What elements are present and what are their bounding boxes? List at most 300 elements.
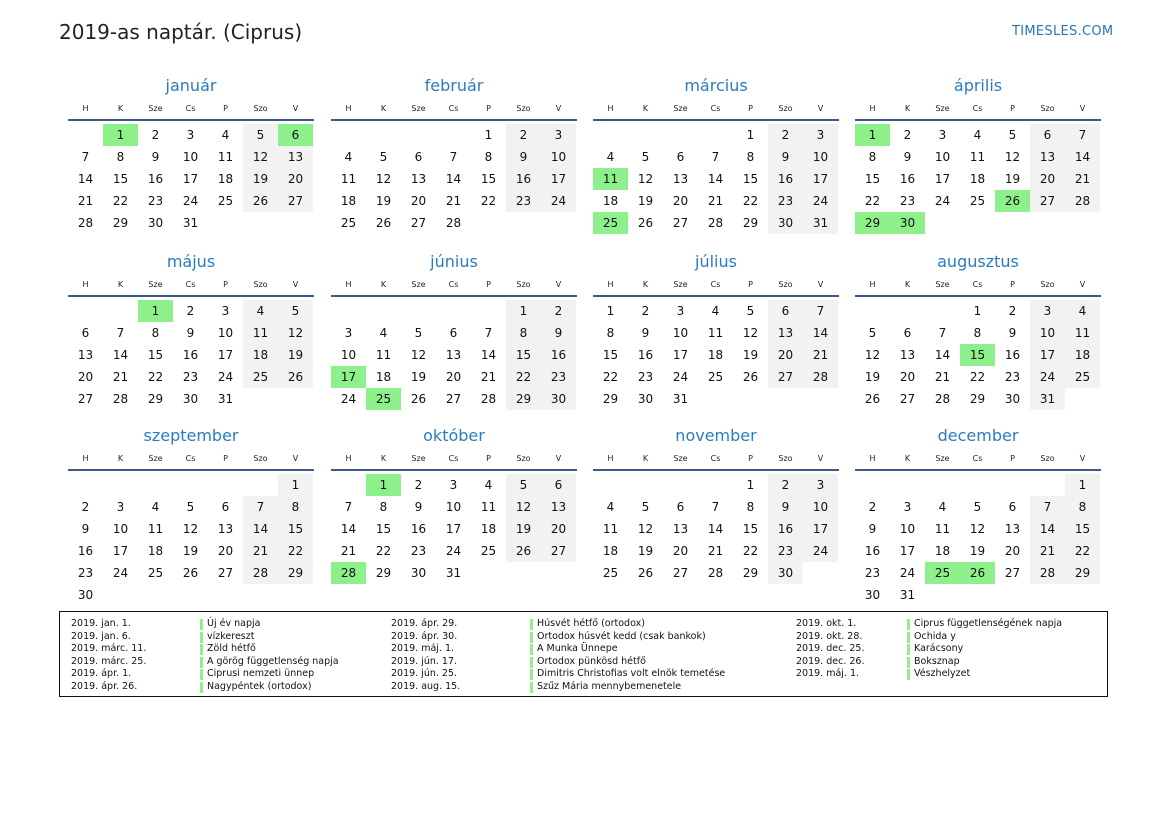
day-cell: 17 [812,522,829,536]
day-cell: 5 [746,304,755,318]
day-cell: 21 [1039,544,1056,558]
day-cell: 1 [484,128,493,142]
day-cell: 23 [77,566,94,580]
holiday-color-marker [907,619,910,630]
day-cell: 12 [252,150,269,164]
day-cell: 13 [777,326,794,340]
weekday-label: K [642,104,649,113]
weekday-label: Sze [148,280,163,289]
weekday-label: Cs [185,104,196,113]
day-cell: 31 [672,392,689,406]
weekday-label: P [1010,280,1015,289]
day-cell: 23 [550,370,567,384]
day-cell: 2 [81,500,90,514]
day-cell: 24 [445,544,462,558]
day-cell: 8 [868,150,877,164]
day-cell: 26 [742,370,759,384]
day-cell: 28 [1039,566,1056,580]
header-divider [68,295,314,297]
day-cell: 9 [554,326,563,340]
day-cell: 9 [151,150,160,164]
day-cell: 8 [116,150,125,164]
day-cell: 8 [151,326,160,340]
day-cell: 10 [812,150,829,164]
day-cell: 18 [602,194,619,208]
holiday-name: Karácsony [914,643,964,654]
day-cell: 18 [147,544,164,558]
page-title: 2019-as naptár. (Ciprus) [59,20,303,44]
day-cell: 15 [375,522,392,536]
weekday-label: Cs [448,104,459,113]
day-cell: 15 [742,172,759,186]
day-cell: 29 [602,392,619,406]
weekday-label: V [1079,454,1086,463]
day-cell: 9 [414,500,423,514]
day-cell: 3 [938,128,947,142]
day-cell: 28 [707,216,724,230]
day-cell: 3 [221,304,230,318]
day-cell: 1 [606,304,615,318]
day-cell: 19 [515,522,532,536]
day-cell: 4 [1078,304,1087,318]
holiday-color-marker [530,632,533,643]
header-divider [331,469,577,471]
holiday-name: Ochida y [914,630,956,642]
day-cell: 8 [746,150,755,164]
weekday-label: K [380,280,387,289]
day-cell: 8 [379,500,388,514]
header-divider [593,119,839,121]
holiday-date: 2019. ápr. 1. [71,668,132,679]
weekday-label: P [748,104,753,113]
day-cell: 1 [291,478,300,492]
holiday-name: Zöld hétfő [207,643,256,654]
day-cell: 14 [1074,150,1091,164]
day-cell: 20 [287,172,304,186]
day-cell: 17 [182,172,199,186]
day-cell: 10 [550,150,567,164]
month-calendar [593,76,839,234]
day-cell: 16 [864,544,881,558]
holiday-day-cell: 17 [331,366,366,388]
day-cell: 10 [182,150,199,164]
day-cell: 31 [812,216,829,230]
holiday-date: 2019. máj. 1. [391,643,455,654]
weekday-label: V [555,104,562,113]
weekday-label: Szo [778,280,793,289]
holiday-date: 2019. jan. 6. [71,630,131,642]
weekday-header [855,104,1101,118]
day-cell: 4 [938,500,947,514]
holiday-day-cell: 1 [855,124,890,146]
day-cell: 21 [1074,172,1091,186]
day-cell: 16 [637,348,654,362]
day-cell: 16 [182,348,199,362]
day-cell: 28 [934,392,951,406]
day-cell: 25 [707,370,724,384]
day-cell: 28 [112,392,129,406]
day-cell: 20 [217,544,234,558]
day-cell: 26 [182,566,199,580]
day-cell: 20 [1004,544,1021,558]
header-divider [68,469,314,471]
holiday-name: Szűz Mária mennybemenetele [537,680,682,692]
day-cell: 5 [256,128,265,142]
day-cell: 28 [77,216,94,230]
day-cell: 2 [151,128,160,142]
day-cell: 9 [81,522,90,536]
day-cell: 5 [973,500,982,514]
day-cell: 5 [641,500,650,514]
holiday-day-cell: 26 [960,562,995,584]
month-calendar [855,426,1101,606]
day-cell: 2 [186,304,195,318]
day-cell: 23 [637,370,654,384]
month-name: július [695,252,737,271]
day-cell: 20 [445,370,462,384]
holiday-name: Ciprus függetlenségének napja [914,618,1063,629]
day-cell: 20 [550,522,567,536]
weekday-label: Cs [972,104,983,113]
day-cell: 12 [742,326,759,340]
day-cell: 11 [480,500,497,514]
weekday-label: P [748,454,753,463]
weekday-label: Sze [673,454,688,463]
day-cell: 26 [637,566,654,580]
month-calendar [331,76,577,234]
day-cell: 19 [252,172,269,186]
holiday-name: Új év napja [207,618,261,629]
day-cell: 21 [252,544,269,558]
day-cell: 26 [864,392,881,406]
holiday-day-cell: 25 [925,562,960,584]
day-cell: 5 [291,304,300,318]
day-cell: 6 [1008,500,1017,514]
holiday-day-cell: 1 [103,124,138,146]
day-cell: 7 [1078,128,1087,142]
day-cell: 16 [77,544,94,558]
day-cell: 23 [777,544,794,558]
month-name: augusztus [937,252,1019,271]
day-cell: 16 [550,348,567,362]
day-cell: 24 [340,392,357,406]
month-name: május [166,252,216,271]
day-cell: 15 [112,172,129,186]
day-cell: 29 [147,392,164,406]
day-cell: 8 [519,326,528,340]
weekday-label: H [869,280,876,289]
day-cell: 7 [449,150,458,164]
day-cell: 14 [812,326,829,340]
day-cell: 21 [707,544,724,558]
weekday-label: V [292,104,299,113]
weekday-label: H [82,104,89,113]
weekday-label: K [380,104,387,113]
day-cell: 19 [182,544,199,558]
day-cell: 25 [147,566,164,580]
weekday-label: P [486,280,491,289]
site-name-link[interactable]: TIMESLES.COM [1012,24,1114,39]
day-cell: 29 [287,566,304,580]
day-cell: 27 [287,194,304,208]
day-cell: 21 [112,370,129,384]
day-cell: 27 [672,566,689,580]
weekday-label: P [223,280,228,289]
holiday-date: 2019. márc. 11. [71,643,147,654]
weekday-header [855,454,1101,468]
holiday-name: Ortodox húsvét kedd (csak bankok) [537,630,706,642]
day-cell: 18 [340,194,357,208]
day-cell: 11 [340,172,357,186]
weekday-label: P [223,454,228,463]
day-cell: 2 [781,128,790,142]
day-cell: 16 [147,172,164,186]
day-cell: 13 [287,150,304,164]
day-cell: 23 [864,566,881,580]
day-cell: 21 [445,194,462,208]
day-cell: 24 [934,194,951,208]
day-cell: 17 [812,172,829,186]
weekday-label: Sze [411,454,426,463]
weekday-header [68,280,314,294]
day-cell: 19 [637,544,654,558]
day-cell: 20 [77,370,94,384]
weekday-label: Sze [935,104,950,113]
day-cell: 1 [746,478,755,492]
day-cell: 28 [445,216,462,230]
holiday-date: 2019. dec. 26. [796,655,865,667]
day-cell: 2 [868,500,877,514]
holiday-date: 2019. ápr. 26. [71,680,138,692]
day-cell: 19 [637,194,654,208]
day-cell: 19 [969,544,986,558]
weekday-label: Szo [516,104,531,113]
holiday-name: Ciprusi nemzeti ünnep [207,668,315,679]
day-cell: 4 [344,150,353,164]
day-cell: 15 [742,522,759,536]
weekday-label: Sze [148,454,163,463]
day-cell: 13 [445,348,462,362]
day-cell: 10 [672,326,689,340]
day-cell: 29 [1074,566,1091,580]
day-cell: 20 [672,194,689,208]
day-cell: 22 [864,194,881,208]
day-cell: 23 [899,194,916,208]
weekday-header [331,454,577,468]
day-cell: 12 [287,326,304,340]
day-cell: 8 [606,326,615,340]
header-divider [593,295,839,297]
day-cell: 30 [77,588,94,602]
weekday-header [593,454,839,468]
weekday-header [331,104,577,118]
holiday-date: 2019. máj. 1. [796,668,860,679]
day-cell: 26 [410,392,427,406]
day-cell: 11 [375,348,392,362]
holiday-name: vízkereszt [207,630,255,642]
day-cell: 11 [252,326,269,340]
day-cell: 9 [641,326,650,340]
weekday-label: P [1010,454,1015,463]
day-cell: 21 [340,544,357,558]
weekday-label: Sze [935,280,950,289]
holiday-date: 2019. aug. 15. [391,680,461,692]
day-cell: 31 [182,216,199,230]
day-cell: 8 [746,500,755,514]
day-cell: 3 [344,326,353,340]
day-cell: 30 [637,392,654,406]
day-cell: 16 [899,172,916,186]
weekday-header [593,280,839,294]
day-cell: 27 [1039,194,1056,208]
day-cell: 29 [375,566,392,580]
weekday-label: Cs [972,454,983,463]
day-cell: 21 [812,348,829,362]
holiday-color-marker [200,632,203,643]
holiday-day-cell: 11 [593,168,628,190]
day-cell: 14 [1039,522,1056,536]
weekday-label: K [117,104,124,113]
weekday-label: Sze [673,280,688,289]
day-cell: 25 [217,194,234,208]
day-cell: 2 [414,478,423,492]
holiday-day-cell: 28 [331,562,366,584]
month-calendar [855,76,1101,234]
day-cell: 12 [969,522,986,536]
weekday-header [68,454,314,468]
day-cell: 20 [1039,172,1056,186]
holiday-name: Húsvét hétfő (ortodox) [537,618,645,629]
weekday-label: Cs [185,280,196,289]
day-cell: 18 [969,172,986,186]
day-cell: 27 [410,216,427,230]
month-name: szeptember [143,426,239,445]
day-cell: 4 [221,128,230,142]
day-cell: 3 [903,500,912,514]
weekday-label: P [223,104,228,113]
month-name: június [430,252,478,271]
day-cell: 17 [672,348,689,362]
day-cell: 27 [77,392,94,406]
day-cell: 6 [676,500,685,514]
month-name: október [423,426,485,445]
holiday-date: 2019. okt. 1. [796,618,857,629]
header-divider [855,469,1101,471]
day-cell: 17 [550,172,567,186]
day-cell: 18 [602,544,619,558]
month-calendar [593,252,839,410]
day-cell: 25 [480,544,497,558]
day-cell: 23 [777,194,794,208]
day-cell: 10 [934,150,951,164]
day-cell: 27 [445,392,462,406]
holiday-color-marker [530,682,533,693]
day-cell: 2 [554,304,563,318]
holiday-color-marker [907,669,910,680]
weekday-label: Szo [1040,280,1055,289]
day-cell: 15 [602,348,619,362]
day-cell: 14 [112,348,129,362]
day-cell: 12 [637,522,654,536]
day-cell: 29 [112,216,129,230]
day-cell: 13 [550,500,567,514]
weekday-label: Sze [673,104,688,113]
day-cell: 19 [375,194,392,208]
day-cell: 3 [116,500,125,514]
day-cell: 31 [445,566,462,580]
day-cell: 30 [777,566,794,580]
day-cell: 11 [217,150,234,164]
day-cell: 22 [1074,544,1091,558]
weekday-label: P [1010,104,1015,113]
holiday-color-marker [907,657,910,668]
day-cell: 4 [973,128,982,142]
holiday-day-cell: 29 [855,212,890,234]
weekday-label: H [345,280,352,289]
day-cell: 31 [217,392,234,406]
day-cell: 30 [147,216,164,230]
weekday-label: H [82,280,89,289]
day-cell: 20 [672,544,689,558]
day-cell: 7 [484,326,493,340]
day-cell: 7 [1043,500,1052,514]
holiday-day-cell: 1 [138,300,173,322]
day-cell: 6 [554,478,563,492]
day-cell: 25 [252,370,269,384]
weekday-header [593,104,839,118]
day-cell: 3 [816,128,825,142]
day-cell: 22 [480,194,497,208]
day-cell: 11 [1074,326,1091,340]
day-cell: 5 [186,500,195,514]
day-cell: 16 [777,172,794,186]
day-cell: 3 [449,478,458,492]
weekday-label: K [117,280,124,289]
weekday-label: V [817,454,824,463]
weekday-label: Cs [710,104,721,113]
day-cell: 11 [602,522,619,536]
day-cell: 17 [217,348,234,362]
day-cell: 6 [81,326,90,340]
weekday-label: K [904,280,911,289]
day-cell: 31 [899,588,916,602]
day-cell: 15 [1074,522,1091,536]
holiday-name: Dimitris Christofias volt elnök temetése [537,668,726,679]
day-cell: 28 [1074,194,1091,208]
month-name: december [937,426,1019,445]
weekday-label: Cs [448,454,459,463]
day-cell: 9 [781,150,790,164]
day-cell: 15 [147,348,164,362]
day-cell: 7 [116,326,125,340]
day-cell: 10 [812,500,829,514]
weekday-label: V [817,280,824,289]
holiday-color-marker [200,644,203,655]
holiday-color-marker [530,669,533,680]
day-cell: 12 [864,348,881,362]
weekday-label: H [869,454,876,463]
day-cell: 23 [182,370,199,384]
day-cell: 30 [864,588,881,602]
weekday-label: Sze [411,104,426,113]
day-cell: 27 [550,544,567,558]
day-cell: 27 [899,392,916,406]
day-cell: 4 [484,478,493,492]
day-cell: 20 [777,348,794,362]
day-cell: 25 [969,194,986,208]
header-divider [331,295,577,297]
day-cell: 28 [707,566,724,580]
